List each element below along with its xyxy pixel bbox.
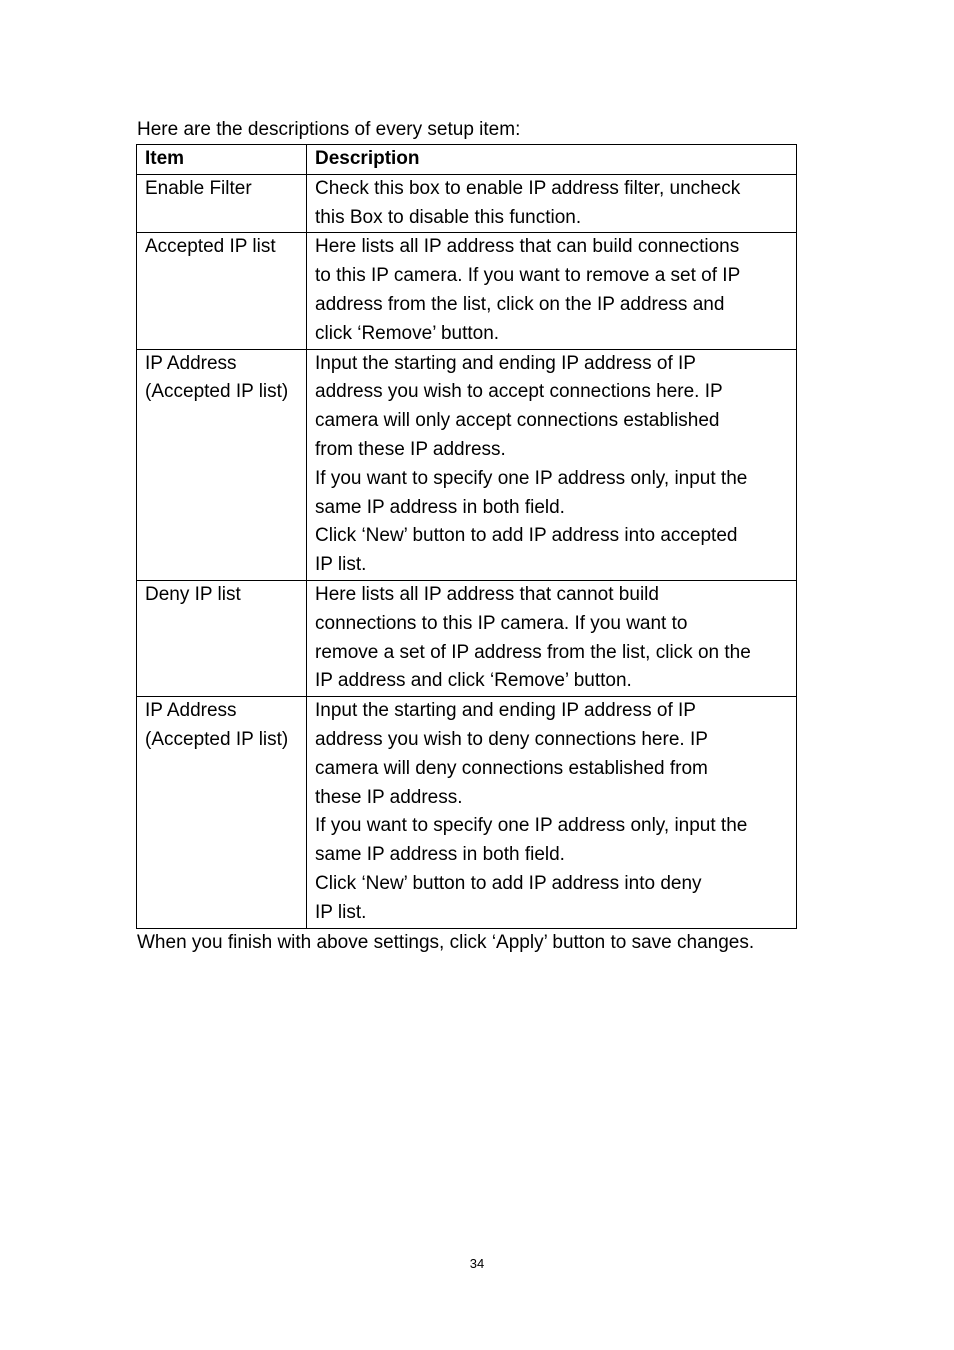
table-row <box>137 233 797 349</box>
item-name: Accepted IP list <box>145 236 276 258</box>
description-cell <box>307 233 797 349</box>
description-line: Click ‘New’ button to add IP address into accepted <box>315 525 738 547</box>
description-line: Input the starting and ending IP address of IP <box>315 700 696 722</box>
page-number: 34 <box>469 1256 485 1271</box>
setup-items-table <box>136 144 797 929</box>
description-line: Click ‘New’ button to add IP address into deny <box>315 872 702 894</box>
description-cell <box>307 174 797 233</box>
description-line: IP list. <box>315 554 367 576</box>
item-name: (Accepted IP list) <box>145 728 289 750</box>
description-line: IP address and click ‘Remove’ button. <box>315 670 632 692</box>
description-cell <box>307 349 797 580</box>
column-header-description: Description <box>307 145 797 175</box>
item-cell <box>137 233 307 349</box>
intro-text: Here are the descriptions of every setup item: <box>137 119 521 140</box>
description-line: connections to this IP camera. If you want to <box>315 612 688 634</box>
description-line: Check this box to enable IP address filter, uncheck <box>315 177 741 199</box>
item-name: IP Address <box>145 700 237 722</box>
description-line: address you wish to accept connections here. IP <box>315 381 723 403</box>
table-row <box>137 349 797 580</box>
column-header-item: Item <box>137 145 307 175</box>
description-line: Here lists all IP address that cannot build <box>315 583 659 605</box>
description-line: If you want to specify one IP address only, input the <box>315 815 748 837</box>
description-line: camera will deny connections established from <box>315 757 708 779</box>
description-cell <box>307 697 797 928</box>
description-line: remove a set of IP address from the list, click on the <box>315 641 751 663</box>
item-cell <box>137 697 307 928</box>
description-line: camera will only accept connections established <box>315 410 720 432</box>
description-line: this Box to disable this function. <box>315 206 582 228</box>
description-line: If you want to specify one IP address only, input the <box>315 467 748 489</box>
item-cell <box>137 174 307 233</box>
description-line: same IP address in both field. <box>315 496 565 518</box>
item-name: Enable Filter <box>145 177 252 199</box>
description-line: Here lists all IP address that can build connections <box>315 236 740 258</box>
description-line: to this IP camera. If you want to remove a set of IP <box>315 265 741 287</box>
description-line: IP list. <box>315 901 367 923</box>
item-name: (Accepted IP list) <box>145 381 289 403</box>
item-cell <box>137 580 307 696</box>
item-cell <box>137 349 307 580</box>
table-row <box>137 580 797 696</box>
item-name: Deny IP list <box>145 583 241 605</box>
table-row <box>137 174 797 233</box>
table-header-row <box>137 145 797 175</box>
description-cell <box>307 580 797 696</box>
outro-text: When you finish with above settings, click ‘Apply’ button to save changes. <box>137 932 755 953</box>
description-line: address you wish to deny connections here. IP <box>315 728 708 750</box>
description-line: from these IP address. <box>315 438 506 460</box>
description-line: Input the starting and ending IP address of IP <box>315 352 696 374</box>
description-line: same IP address in both field. <box>315 844 565 866</box>
description-line: click ‘Remove’ button. <box>315 322 500 344</box>
item-name: IP Address <box>145 352 237 374</box>
description-line: these IP address. <box>315 786 463 808</box>
description-line: address from the list, click on the IP address and <box>315 293 725 315</box>
table-row <box>137 697 797 928</box>
